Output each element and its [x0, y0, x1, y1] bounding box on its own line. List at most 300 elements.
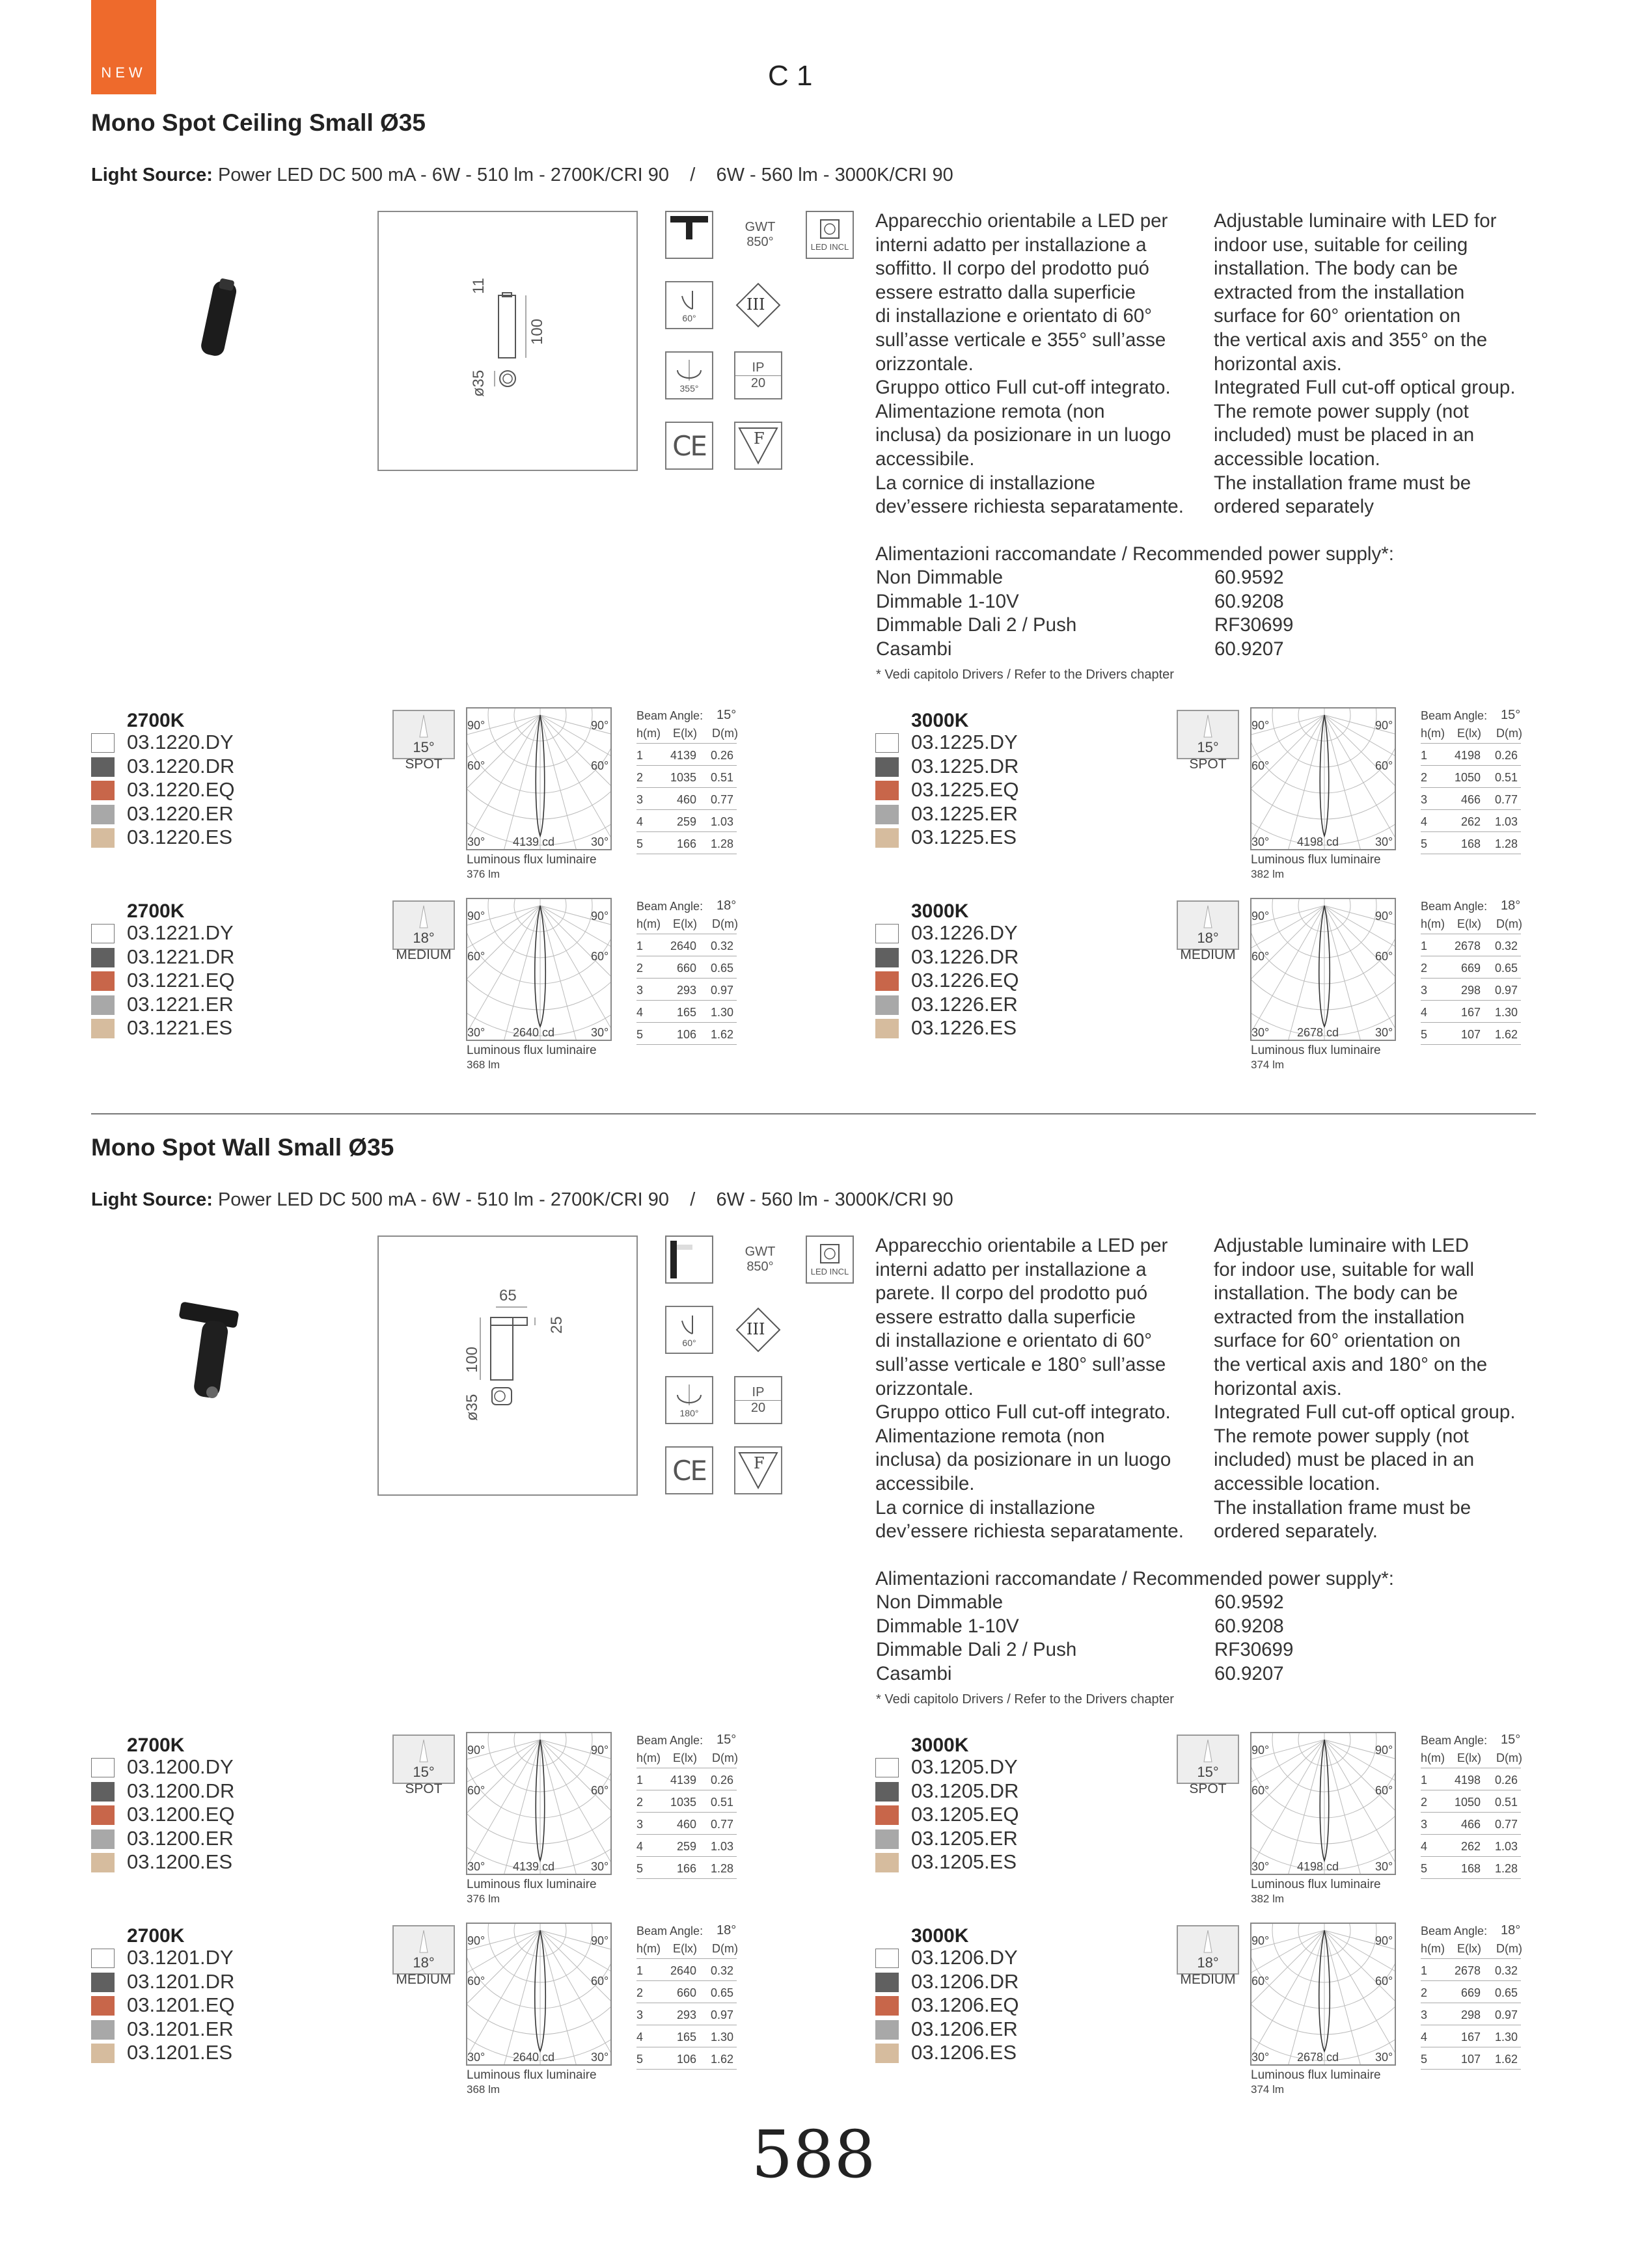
polar-label-60-left: 60° — [467, 1784, 485, 1797]
polar-label-90-left: 90° — [467, 719, 485, 732]
polar-peak-intensity: 2640 cd — [513, 2051, 555, 2064]
section-divider — [91, 1113, 1536, 1114]
power-supply-name: Dimmable Dali 2 / Push — [876, 1639, 1077, 1661]
color-swatch — [875, 995, 899, 1015]
cell-height: 2 — [636, 1986, 644, 1999]
description-italian: Apparecchio orientabile a LED per interni adatto per installazione a soffitto. Il corpo del prodotto puó essere estratto dalla superficie di installazione e orientato di 60° sull’asse verticale e 355° sull’asse orizzontale. Gruppo ottico Full cut-off integrato. Alimentazione remota (non inclusa) da posizionare in un luogo accessibile. La cornice di installazione dev’essere richiesta separatamente. — [875, 210, 1184, 518]
color-swatch — [875, 805, 899, 824]
table-row — [1421, 2047, 1521, 2070]
rotation-icon — [665, 351, 713, 399]
cell-height: 4 — [636, 2031, 644, 2044]
table-row — [1421, 831, 1521, 854]
cell-illuminance: 466 — [1460, 1818, 1481, 1831]
cell-diameter: 1.62 — [711, 1028, 734, 1041]
beam-angle-label: Beam Angle: — [1421, 900, 1488, 913]
cell-diameter: 0.32 — [711, 1964, 734, 1977]
table-row — [1421, 809, 1521, 832]
color-temperature: 2700K — [127, 710, 185, 731]
table-row — [636, 2003, 737, 2025]
dim-label-b: 100 — [528, 318, 546, 345]
header-d: D(m) — [1496, 727, 1522, 740]
cell-illuminance: 262 — [1460, 815, 1481, 828]
color-swatch — [875, 1782, 899, 1802]
cell-illuminance: 2640 — [670, 939, 696, 952]
product-code: 03.1221.ES — [127, 1016, 233, 1039]
cell-illuminance: 107 — [1460, 1028, 1481, 1041]
power-supply-code: 60.9207 — [1214, 1662, 1284, 1684]
table-row — [1421, 1834, 1521, 1857]
power-supply-code: 60.9208 — [1214, 590, 1284, 612]
color-swatch — [875, 1758, 899, 1777]
cell-height: 2 — [636, 962, 644, 975]
cell-height: 2 — [1421, 771, 1428, 784]
cell-height: 1 — [1421, 1774, 1428, 1787]
flux-label: Luminous flux luminaire — [1251, 1878, 1381, 1891]
polar-label-90-right: 90° — [1375, 1744, 1393, 1757]
ce-mark-icon — [665, 422, 713, 470]
cell-diameter: 1.28 — [711, 837, 734, 850]
cell-diameter: 0.51 — [1495, 1796, 1518, 1809]
beam-angle-value: 15° — [717, 708, 737, 722]
beam-angle-label: Beam Angle: — [1421, 1734, 1488, 1747]
cell-diameter: 1.03 — [711, 1840, 734, 1853]
power-supply-name: Dimmable 1-10V — [876, 590, 1019, 612]
cell-height: 1 — [636, 1774, 644, 1787]
cell-diameter: 1.62 — [1495, 1028, 1518, 1041]
table-row — [1421, 978, 1521, 1001]
power-supply-name: Dimmable 1-10V — [876, 1615, 1019, 1637]
polar-label-30-right: 30° — [1375, 835, 1393, 848]
polar-peak-intensity: 4139 cd — [513, 835, 555, 848]
polar-label-60-right: 60° — [591, 759, 609, 772]
beam-angle: 18° — [1197, 1954, 1219, 1971]
cell-height: 3 — [636, 793, 644, 806]
color-swatch — [91, 757, 115, 777]
cell-diameter: 1.03 — [1495, 1840, 1518, 1853]
cell-illuminance: 168 — [1460, 1862, 1481, 1875]
color-swatch — [91, 1805, 115, 1825]
product-code: 03.1226.DY — [911, 921, 1018, 944]
color-swatch — [91, 948, 115, 967]
table-row — [636, 956, 737, 979]
color-swatch — [875, 757, 899, 777]
class-iii-label: III — [746, 295, 765, 314]
cell-height: 4 — [636, 1006, 644, 1019]
cell-diameter: 1.28 — [1495, 1862, 1518, 1875]
led-included-icon — [806, 211, 854, 259]
cell-diameter: 1.03 — [1495, 815, 1518, 828]
cell-diameter: 0.26 — [1495, 749, 1518, 762]
product-code: 03.1201.ER — [127, 2017, 234, 2040]
cell-illuminance: 106 — [676, 2053, 696, 2066]
table-row — [636, 1856, 737, 1879]
polar-label-30-right: 30° — [1375, 1860, 1393, 1873]
color-swatch — [875, 1949, 899, 1968]
polar-label-30-left: 30° — [1251, 835, 1270, 848]
table-header — [1421, 1748, 1521, 1768]
color-swatch — [91, 2020, 115, 2040]
flux-value: 376 lm — [467, 868, 500, 880]
product-code: 03.1201.ES — [127, 2041, 233, 2064]
polar-label-60-left: 60° — [467, 759, 485, 772]
cell-height: 2 — [1421, 1986, 1428, 1999]
cell-diameter: 0.32 — [1495, 1964, 1518, 1977]
cell-diameter: 0.65 — [711, 962, 734, 975]
light-source — [91, 165, 953, 186]
header-d: D(m) — [1496, 917, 1522, 930]
cell-diameter: 0.32 — [1495, 939, 1518, 952]
cell-diameter: 1.30 — [1495, 2031, 1518, 2044]
product-code: 03.1206.ER — [911, 2017, 1018, 2040]
cell-diameter: 0.65 — [1495, 1986, 1518, 1999]
cell-height: 5 — [636, 2053, 644, 2066]
product-code: 03.1220.ER — [127, 802, 234, 825]
drivers-footnote: * Vedi capitolo Drivers / Refer to the Drivers chapter — [876, 668, 1174, 682]
cell-height: 4 — [1421, 2031, 1428, 2044]
color-swatch — [91, 971, 115, 991]
product-code: 03.1225.ES — [911, 826, 1017, 848]
header-d: D(m) — [712, 1751, 738, 1764]
power-supply-code: RF30699 — [1214, 614, 1294, 636]
polar-label-30-left: 30° — [1251, 1860, 1270, 1873]
header-e: E(lx) — [673, 727, 697, 740]
polar-label-60-left: 60° — [1251, 1784, 1270, 1797]
header-d: D(m) — [1496, 1751, 1522, 1764]
cell-diameter: 1.28 — [711, 1862, 734, 1875]
polar-label-90-left: 90° — [1251, 719, 1270, 732]
beam-angle-label: Beam Angle: — [1421, 1924, 1488, 1937]
beam-angle-value: 15° — [717, 1733, 737, 1747]
product-code: 03.1220.ES — [127, 826, 233, 848]
product-code: 03.1220.EQ — [127, 778, 235, 801]
cell-illuminance: 1050 — [1454, 1796, 1481, 1809]
product-code: 03.1201.DR — [127, 1969, 235, 1993]
beam-angle-label: Beam Angle: — [636, 900, 704, 913]
beam-type: MEDIUM — [1180, 947, 1236, 962]
cell-height: 1 — [636, 749, 644, 762]
cell-diameter: 0.77 — [1495, 1818, 1518, 1831]
color-swatch — [91, 1829, 115, 1849]
table-row — [1421, 1980, 1521, 2003]
rotation-angle: 355° — [679, 383, 699, 394]
product-code: 03.1200.ER — [127, 1826, 234, 1850]
polar-label-30-left: 30° — [467, 1860, 485, 1873]
color-temperature: 3000K — [911, 1925, 969, 1947]
product-code: 03.1221.ER — [127, 992, 234, 1016]
power-supply-code: RF30699 — [1214, 1639, 1294, 1661]
polar-label-60-left: 60° — [1251, 950, 1270, 963]
product-code: 03.1205.DR — [911, 1779, 1019, 1802]
f-mark-label: F — [754, 1454, 765, 1472]
table-header — [1421, 1939, 1521, 1959]
polar-label-90-left: 90° — [1251, 1744, 1270, 1757]
led-included-icon — [806, 1235, 854, 1284]
power-supply-title: Alimentazioni raccomandate / Recommended power supply*: — [875, 1568, 1394, 1589]
header-e: E(lx) — [1457, 727, 1481, 740]
power-supply-code: 60.9207 — [1214, 638, 1284, 660]
cell-illuminance: 2678 — [1454, 1964, 1481, 1977]
product-code: 03.1226.ES — [911, 1016, 1017, 1039]
color-swatch — [875, 1829, 899, 1849]
cell-height: 5 — [636, 837, 644, 850]
beam-type: MEDIUM — [1180, 1972, 1236, 1987]
color-swatch — [91, 1996, 115, 2016]
product-code: 03.1201.DY — [127, 1946, 234, 1969]
color-swatch — [875, 948, 899, 967]
tilt-angle: 60° — [682, 313, 696, 323]
table-row — [1421, 765, 1521, 788]
product-code: 03.1206.DR — [911, 1969, 1019, 1993]
product-code: 03.1206.DY — [911, 1946, 1018, 1969]
cell-diameter: 1.30 — [711, 2031, 734, 2044]
beam-angle-label: Beam Angle: — [636, 709, 704, 722]
product-code: 03.1225.EQ — [911, 778, 1019, 801]
color-swatch — [91, 2044, 115, 2063]
polar-diagram — [466, 898, 612, 1041]
product-code: 03.1220.DY — [127, 731, 234, 753]
color-swatch — [91, 828, 115, 848]
cell-height: 3 — [1421, 2008, 1428, 2021]
dim-label-a: 11 — [470, 278, 487, 294]
cell-height: 1 — [1421, 749, 1428, 762]
cell-height: 5 — [636, 1862, 644, 1875]
cell-height: 5 — [1421, 1028, 1428, 1041]
header-d: D(m) — [712, 1942, 738, 1955]
color-swatch — [875, 781, 899, 800]
cell-illuminance: 1050 — [1454, 771, 1481, 784]
product-code: 03.1221.DR — [127, 945, 235, 968]
description-english: Adjustable luminaire with LED for indoor use, suitable for ceiling installation. The body can be extracted from the installation surface for 60° orientation on the vertical axis and 355° on the horizontal axis. Integrated Full cut-off optical group. The remote power supply (not included) must be placed in an accessible location. The installation frame must be ordered separately — [1214, 210, 1516, 518]
polar-label-60-left: 60° — [467, 950, 485, 963]
power-supply-code: 60.9208 — [1214, 1615, 1284, 1637]
new-badge: NEW — [91, 0, 156, 94]
flux-label: Luminous flux luminaire — [1251, 853, 1381, 867]
table-row — [636, 978, 737, 1001]
product-code: 03.1225.ER — [911, 802, 1018, 825]
table-row — [636, 934, 737, 956]
color-swatch — [875, 733, 899, 753]
flux-label: Luminous flux luminaire — [467, 853, 597, 867]
beam-angle: 15° — [1197, 1764, 1219, 1780]
cell-height: 4 — [636, 815, 644, 828]
polar-label-90-left: 90° — [1251, 910, 1270, 923]
dim-label-a: 65 — [499, 1287, 517, 1304]
gwt-icon — [734, 211, 786, 259]
table-row — [1421, 1790, 1521, 1813]
section-title: Mono Spot Ceiling Small Ø35 — [91, 109, 426, 136]
cell-height: 3 — [636, 1818, 644, 1831]
flux-value: 374 lm — [1251, 2083, 1285, 2096]
tilt-icon — [665, 1306, 713, 1354]
color-swatch — [91, 995, 115, 1015]
cell-diameter: 1.03 — [711, 815, 734, 828]
polar-label-90-left: 90° — [467, 910, 485, 923]
cell-height: 5 — [636, 1028, 644, 1041]
product-code: 03.1206.EQ — [911, 1993, 1019, 2016]
polar-label-90-right: 90° — [1375, 719, 1393, 732]
flux-value: 374 lm — [1251, 1059, 1285, 1071]
color-swatch — [875, 1996, 899, 2016]
flux-value: 382 lm — [1251, 868, 1285, 880]
header-h: h(m) — [636, 1751, 661, 1764]
flux-label: Luminous flux luminaire — [1251, 2068, 1381, 2082]
table-row — [636, 809, 737, 832]
product-code: 03.1226.EQ — [911, 969, 1019, 992]
beam-angle-value: 15° — [1501, 708, 1521, 722]
header-d: D(m) — [712, 917, 738, 930]
product-photo — [195, 273, 254, 371]
table-row — [636, 1834, 737, 1857]
polar-label-90-right: 90° — [1375, 910, 1393, 923]
product-code: 03.1200.DY — [127, 1755, 234, 1778]
beam-angle: 15° — [1197, 739, 1219, 755]
ip-value: 20 — [750, 1400, 766, 1415]
header-h: h(m) — [636, 917, 661, 930]
beam-type: MEDIUM — [396, 947, 452, 962]
table-header — [636, 914, 737, 934]
led-label: LED INCL — [810, 1266, 849, 1276]
cell-illuminance: 2678 — [1454, 939, 1481, 952]
color-swatch — [875, 971, 899, 991]
power-supply-name: Non Dimmable — [876, 1591, 1004, 1613]
cell-illuminance: 466 — [1460, 793, 1481, 806]
power-supply-code: 60.9592 — [1214, 1591, 1284, 1613]
cell-illuminance: 660 — [676, 1986, 696, 1999]
dim-label-b: 25 — [548, 1316, 566, 1334]
table-row — [1421, 1958, 1521, 1981]
polar-label-60-left: 60° — [467, 1975, 485, 1988]
beam-angle-label: Beam Angle: — [636, 1734, 704, 1747]
power-supply-name: Non Dimmable — [876, 567, 1004, 588]
led-label: LED INCL — [810, 241, 849, 252]
ip-rating-icon — [734, 1376, 782, 1424]
gwt-value: 850° — [746, 1260, 774, 1274]
polar-label-90-right: 90° — [1375, 1934, 1393, 1947]
cell-diameter: 1.62 — [711, 2053, 734, 2066]
polar-label-90-left: 90° — [467, 1744, 485, 1757]
product-code: 03.1220.DR — [127, 754, 235, 777]
cell-diameter: 0.97 — [711, 2008, 734, 2021]
cell-diameter: 1.62 — [1495, 2053, 1518, 2066]
cell-height: 4 — [1421, 815, 1428, 828]
header-e: E(lx) — [673, 917, 697, 930]
cell-illuminance: 106 — [676, 1028, 696, 1041]
tilt-icon — [665, 281, 713, 329]
section-title: Mono Spot Wall Small Ø35 — [91, 1134, 394, 1161]
cell-diameter: 1.30 — [1495, 1006, 1518, 1019]
cell-illuminance: 166 — [676, 837, 696, 850]
gwt-value: 850° — [746, 235, 774, 249]
cell-height: 3 — [636, 2008, 644, 2021]
dim-label-d: ø35 — [463, 1394, 481, 1421]
polar-label-90-left: 90° — [1251, 1934, 1270, 1947]
color-swatch — [875, 2044, 899, 2063]
polar-peak-intensity: 2640 cd — [513, 1026, 555, 1039]
beam-type: SPOT — [405, 1781, 443, 1796]
polar-label-60-left: 60° — [1251, 1975, 1270, 1988]
polar-label-90-right: 90° — [591, 1934, 609, 1947]
product-code: 03.1221.DY — [127, 921, 234, 944]
table-row — [636, 1790, 737, 1813]
polar-peak-intensity: 2678 cd — [1297, 2051, 1339, 2064]
beam-angle-value: 15° — [1501, 1733, 1521, 1747]
polar-diagram — [466, 1732, 612, 1875]
header-e: E(lx) — [1457, 917, 1481, 930]
header-h: h(m) — [1421, 917, 1445, 930]
flux-label: Luminous flux luminaire — [1251, 1044, 1381, 1057]
class-iii-label: III — [746, 1320, 765, 1338]
cell-illuminance: 165 — [676, 1006, 696, 1019]
light-source — [91, 1189, 953, 1211]
cell-diameter: 0.51 — [1495, 771, 1518, 784]
table-row — [636, 2047, 737, 2070]
beam-type: SPOT — [1189, 1781, 1227, 1796]
color-swatch — [875, 828, 899, 848]
beam-angle-value: 18° — [717, 1923, 737, 1937]
table-row — [1421, 1812, 1521, 1835]
polar-label-30-right: 30° — [591, 2051, 609, 2064]
cell-height: 5 — [1421, 2053, 1428, 2066]
color-temperature: 2700K — [127, 1925, 185, 1947]
mounting-icon — [665, 211, 713, 259]
product-code: 03.1205.ES — [911, 1850, 1017, 1873]
cell-diameter: 0.51 — [711, 1796, 734, 1809]
polar-label-30-left: 30° — [1251, 2051, 1270, 2064]
color-swatch — [91, 733, 115, 753]
polar-label-60-right: 60° — [591, 1975, 609, 1988]
polar-diagram — [1250, 1923, 1396, 2066]
cell-height: 2 — [1421, 962, 1428, 975]
color-swatch — [875, 2020, 899, 2040]
polar-label-60-right: 60° — [1375, 950, 1393, 963]
color-temperature: 2700K — [127, 1735, 185, 1756]
cell-illuminance: 4198 — [1454, 1774, 1481, 1787]
beam-angle-value: 18° — [717, 898, 737, 913]
polar-label-90-right: 90° — [591, 910, 609, 923]
header-h: h(m) — [636, 727, 661, 740]
beam-type: MEDIUM — [396, 1972, 452, 1987]
cell-diameter: 0.26 — [1495, 1774, 1518, 1787]
cell-illuminance: 298 — [1460, 2008, 1481, 2021]
product-code: 03.1221.EQ — [127, 969, 235, 992]
cell-illuminance: 262 — [1460, 1840, 1481, 1853]
gwt-label: GWT — [745, 1245, 776, 1259]
cell-height: 5 — [1421, 1862, 1428, 1875]
gwt-icon — [734, 1235, 786, 1284]
color-swatch — [91, 1949, 115, 1968]
polar-label-60-right: 60° — [1375, 1784, 1393, 1797]
polar-diagram — [1250, 707, 1396, 850]
polar-peak-intensity: 4198 cd — [1297, 835, 1339, 848]
polar-label-30-right: 30° — [1375, 2051, 1393, 2064]
technical-drawing — [377, 211, 638, 471]
product-code: 03.1205.DY — [911, 1755, 1018, 1778]
rotation-angle: 180° — [679, 1408, 699, 1418]
cell-illuminance: 259 — [676, 815, 696, 828]
color-temperature: 3000K — [911, 710, 969, 731]
header-h: h(m) — [1421, 1751, 1445, 1764]
cell-diameter: 0.97 — [1495, 2008, 1518, 2021]
cell-height: 1 — [636, 1964, 644, 1977]
light-source-label: Light Source: — [91, 1189, 213, 1210]
header-h: h(m) — [1421, 1942, 1445, 1955]
beam-angle-label: Beam Angle: — [636, 1924, 704, 1937]
color-swatch — [91, 924, 115, 943]
cell-height: 4 — [636, 1840, 644, 1853]
product-code: 03.1226.ER — [911, 992, 1018, 1016]
table-row — [636, 831, 737, 854]
color-temperature: 3000K — [911, 1735, 969, 1756]
